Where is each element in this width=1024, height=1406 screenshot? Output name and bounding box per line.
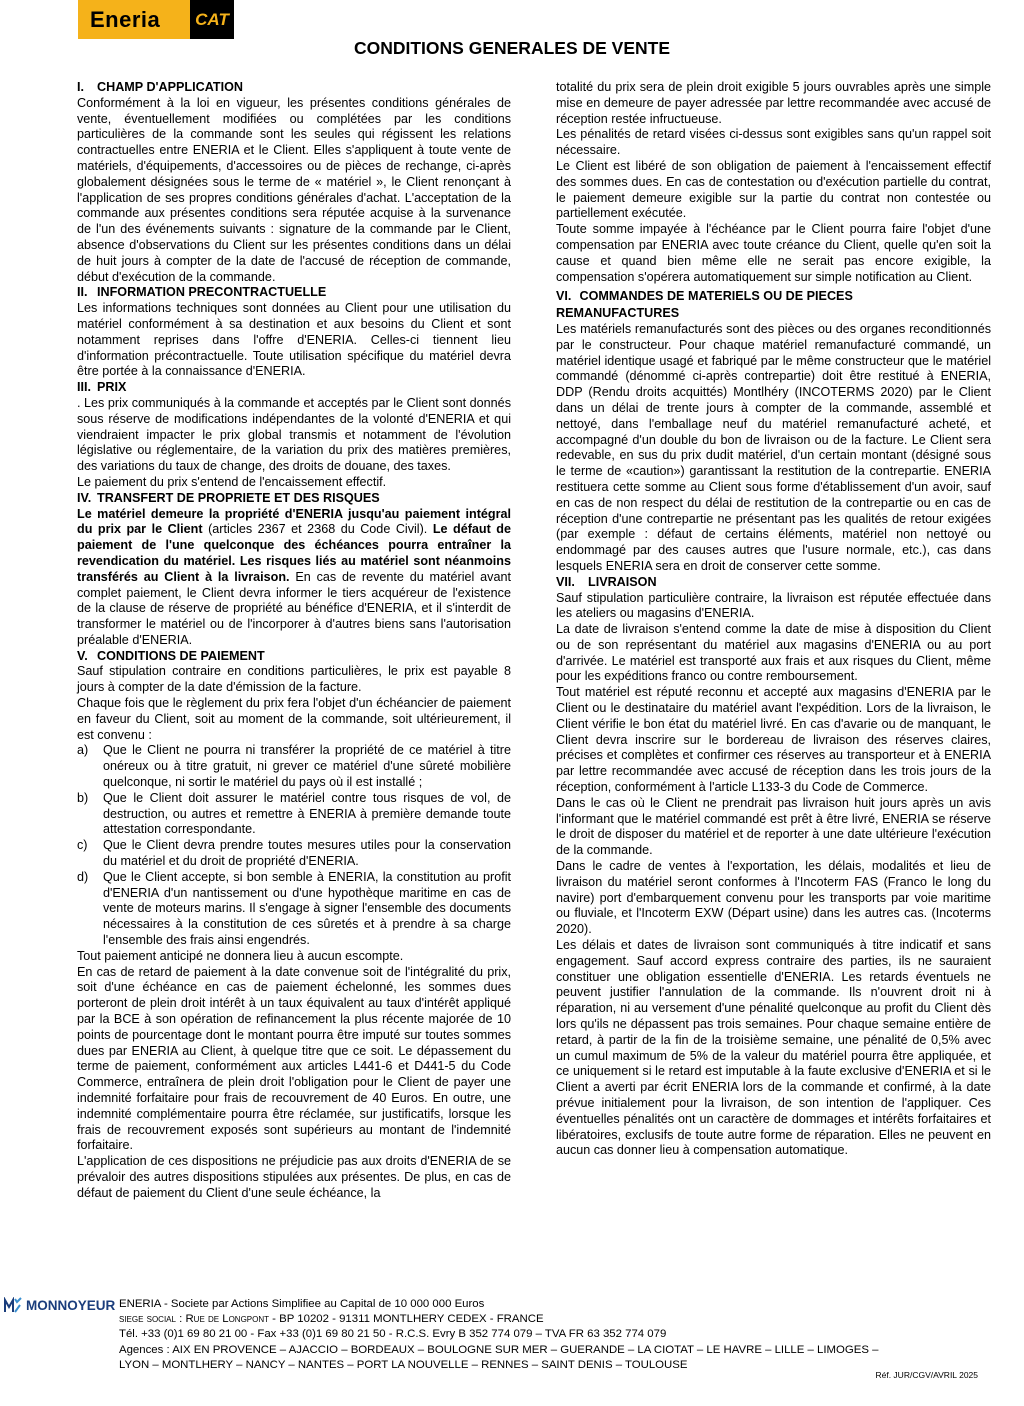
footer-agencies-line-1: Agences : AIX EN PROVENCE – AJACCIO – BORDEAUX – BOULOGNE SUR MER – GUERANDE – LA CIOTAT – LE HAVRE – LILLE – LIMOGES – [119,1343,879,1356]
section-heading-3: III. PRIX [77,380,127,395]
left-column [77,80,511,1202]
section-heading-5: V. CONDITIONS DE PAIEMENT [77,648,265,663]
section-3-paragraph: . Les prix communiqués à la commande et acceptés par le Client sont donnés sous réserve de modifications indépendantes de la volonté d'ENERIA et qui viendraient impacter le prix global transmis et notamment de l'évolution législative ou réglementaire, de la variation du prix des matières premières, des variations du taux de change, des droits de douane, des taxes. [77,395,511,474]
section-6-paragraph: Les matériels remanufacturés sont des pièces ou des organes reconditionnés par le constructeur. Pour chaque matériel remanufacturé commandé, un matériel identique usagé et fabriqué par le même constructeur que le matériel commandé (dénommé ci-après contrepartie) doit être restitué à ENERIA, DDP (Rendu droits acquittés) Montlhéry (INCOTERMS 2020) par le Client dans un délai de trente jours à compter de la commande, assemblé et nettoyé, dans l'emballage neuf du matériel remanufacturé acheté, et accompagné d'un double du bon de livraison ou de la facture. Le Client sera redevable, en sus du prix dudit matériel, d'un certain montant (désigné sous le terme de «caution») garantissant la restitution de la contrepartie. ENERIA restituera cette somme au Client sous forme d'établissement d'un avoir, sauf en cas de non respect du délai de restitution de la contrepartie ou en cas de réception d'une contrepartie ne présentant pas les qualités de retour exigées (par exemple : défaut de certains éléments, matériel non nettoyé ou endommagé par des causes autres que l'usure normale, etc.), cas dans lesquels ENERIA sera en droit de conserver cette somme. [556,321,991,573]
section-heading-4: IV. TRANSFERT DE PROPRIETE ET DES RISQUES [77,490,380,505]
section-heading-6-line-2: REMANUFACTURES [556,306,680,321]
footer-address-line: siege social : Rue de Longpont - BP 10202 - 91311 MONTLHERY CEDEX - FRANCE [119,1313,544,1326]
section-4-paragraph: Le matériel demeure la propriété d'ENERIA jusqu'au paiement intégral du prix par le Client (articles 2367 et 2368 du Code Civil). Le défaut de paiement de l'une quelconque des échéances pourra entraîner la revendication du matériel. Les risques liés au matériel sont néanmoins transférés au Client à la livraison. En cas de revente du matériel avant complet paiement, le Client devra informer le tiers acquéreur de l'existence de la clause de réserve de propriété au bénéfice d'ENERIA, et il s'interdit de transformer le matériel ou de l'incorporer à d'autres biens sans l'autorisation préalable d'ENERIA. [77,506,511,647]
cat-logo-text: CAT [190,0,234,39]
page-title: CONDITIONS GENERALES DE VENTE [353,38,670,58]
document-reference: Réf. JUR/CGV/AVRIL 2025 [875,1370,978,1380]
right-column [556,80,991,1159]
section-1-paragraph: Conformément à la loi en vigueur, les présentes conditions générales de vente, éventuellement modifiées ou complétées par les conditions particulières de la commande sont les seules qui régissent les relations contractuelles entre ENERIA et le Client. Elles s'appliquent à toute vente de matériels, d'équipements, d'accessoires ou de pièces de rechange, ci-après globalement désignées sous le terme de « matériel », le Client renonçant à l'application de ses propres conditions générales d'achat. L'acceptation de la commande aux présentes conditions sera réputée acquise à la survenance de l'un des événements suivants : signature de la commande par le Client, absence d'observations du Client sur les présentes conditions dans un délai de huit jours à compter de la date de l'accusé de réception de commande, début d'exécution de la commande. [77,95,511,284]
list-item: b) Que le Client doit assurer le matériel contre tous risques de vol, de destruction, ou autres et remettre à ENERIA à première demande toute attestation correspondante. [77,790,511,837]
company-footer-info [119,1297,878,1373]
list-item: c) Que le Client devra prendre toutes mesures utiles pour la conservation du matériel et du droit de propriété d'ENERIA. [77,838,511,869]
payment-conditions-list [77,743,511,948]
section-heading-6: VI. COMMANDES DE MATERIELS OU DE PIECES [556,289,853,304]
section-5-continued-3: Le Client est libéré de son obligation de paiement à l'encaissement effectif des sommes dues. En cas de contestation ou d'exécution partielle du contrat, le paiement demeure exigible sur la partie du contrat non contestée ou partiellement exécutée. [556,158,991,221]
section-7-paragraph-4: Dans le cas où le Client ne prendrait pas livraison huit jours après un avis l'informant que le matériel commandé est prêt à être livré, ENERIA se réserve le droit de disposer du matériel et de reporter à une date ultérieure l'exécution de la commande. [556,795,991,858]
section-2-paragraph: Les informations techniques sont données au Client pour une utilisation du matériel conformément à sa destination et aux besoins du Client et sont notamment reprises dans l'offre d'ENERIA. Celles-ci tiennent lieu d'information précontractuelle. Toute utilisation spécifique du matériel devra être portée à la connaissance d'ENERIA. [77,301,511,379]
section-5-paragraph-4: En cas de retard de paiement à la date convenue soit de l'intégralité du prix, soit d'une échéance en cas de paiement échelonné, les sommes dues porteront de plein droit intérêt à un taux équivalent au taux d'intérêt appliqué par la BCE à son opération de refinancement la plus récente majorée de 10 points de pourcentage dont le montant pourra être imputé sur toutes sommes dues par ENERIA au Client, à quelque titre que ce soit. Le dépassement du terme de paiement, conformément aux articles L441-6 et D441-5 du Code Commerce, entraînera de plein droit l'obligation pour le Client de payer une indemnité forfaitaire pour frais de recouvrement de 40 Euros. En outre, une indemnité complémentaire pourra être réclamée, sur justificatifs, lorsque les frais de recouvrement exposés sont supérieurs au montant de l'indemnité forfaitaire. [77,964,511,1153]
section-5-paragraph-3: Tout paiement anticipé ne donnera lieu à aucun escompte. [77,948,404,963]
section-5-paragraph-2: Chaque fois que le règlement du prix fera l'objet d'un échéancier de paiement en faveur du Client, soit au moment de la commande, soit ultérieurement, il est convenu : [77,696,511,742]
section-7-paragraph-1: Sauf stipulation particulière contraire, la livraison est réputée effectuée dans les ateliers ou magasins d'ENERIA. [556,590,991,621]
eneria-logo-text: Eneria [78,0,190,39]
footer-agencies-line-2: LYON – MONTLHERY – NANCY – NANTES – PORT LA NOUVELLE – RENNES – SAINT DENIS – TOULOUSE [119,1358,688,1371]
section-5-continued-1: totalité du prix sera de plein droit exigible 5 jours ouvrables après une simple mise en demeure de payer adressée par lettre recommandée avec accusé de réception restée infructueuse. [556,80,991,126]
list-item: d) Que le Client accepte, si bon semble à ENERIA, la constitution au profit d'ENERIA d'un nantissement ou d'une hypothèque maritime en cas de vente de moteurs marins. Il s'engage à signer l'ensemble des documents nécessaires à la constitution de ces sûretés et à prendre à sa charge l'ensemble des frais ainsi engendrés. [77,869,511,948]
section-heading-1: I. CHAMP D'APPLICATION [77,80,243,94]
monnoyeur-logo: MONNOYEUR [4,1297,115,1313]
section-7-paragraph-5: Dans le cadre de ventes à l'exportation, les délais, modalités et lieu de livraison du matériel seront conformes à l'Incoterm FAS (Franco le long du navire) port d'embarquement convenu pour les transports par voie maritime ou fluviale, et l'Incoterm EXW (Départ usine) dans les autres cas. (Incoterms 2020). [556,859,991,937]
footer-company-line: ENERIA - Societe par Actions Simplifiee au Capital de 10 000 000 Euros [119,1298,485,1310]
section-heading-7: VII. LIVRAISON [556,574,657,589]
eneria-cat-logo [78,0,234,39]
section-7-paragraph-3: Tout matériel est réputé reconnu et accepté aux magasins d'ENERIA par le Client ou le destinataire du matériel avant l'expédition. Lors de la livraison, le Client vérifie le bon état du matériel livré. En cas d'avarie ou de manquant, le Client devra inscrire sur le bordereau de livraison des réserves claires, précises et complètes et confirmer ces réserves au transporteur et à ENERIA par lettre recommandée avec accusé de réception dans les trois jours de la réception, conformément à l'article L133-3 du Code de Commerce. [556,685,991,795]
list-item: a) Que le Client ne pourra ni transférer la propriété de ce matériel à titre onéreux ou à titre gratuit, ni grever ce matériel d'une sûreté mobilière quelconque, ni sortir le matériel du pays où il est installé ; [77,743,511,790]
monnoyeur-icon [4,1297,22,1313]
footer-contact-line: Tél. +33 (0)1 69 80 21 00 - Fax +33 (0)1 69 80 21 50 - R.C.S. Evry B 352 774 079 – TVA FR 63 352 774 079 [119,1328,667,1341]
section-7-paragraph-6: Les délais et dates de livraison sont communiqués à titre indicatif et sans engagement. Sauf accord express contraire des parties, ils ne sauraient constituer une obligation essentielle d'ENERIA. Les retards éventuels ne peuvent justifier l'annulation de la commande. Ils n'ouvrent droit ni à réparation, ni au versement d'une pénalité quelconque au profit du Client dès lors qu'ils ne dépassent pas trois semaines. Pour chaque semaine entière de retard, à partir de la fin de la troisième semaine, une pénalité de 0,5% avec un cumul maximum de 5% de la valeur du matériel pourra être appliquée, et ce uniquement si le retard est imputable à la faute exclusive d'ENERIA et si le Client a averti par écrit ENERIA lors de la commande et confirmé, à la date prévue initialement pour la livraison, de son intention de l'appliquer. Ces éventuelles pénalités ont un caractère de dommages et intérêts forfaitaires et libératoires, exclusifs de toute autre forme de réparation. Elles ne peuvent en aucun cas donner lieu à compensation automatique. [556,938,991,1158]
section-heading-2: II. INFORMATION PRECONTRACTUELLE [77,285,327,300]
section-5-continued-2: Les pénalités de retard visées ci-dessus sont exigibles sans qu'un rappel soit nécessaire. [556,127,991,158]
section-5-paragraph-1: Sauf stipulation contraire en conditions particulières, le prix est payable 8 jours à compter de la date d'émission de la facture. [77,664,511,695]
section-5-paragraph-5: L'application de ces dispositions ne préjudicie pas aux droits d'ENERIA de se prévaloir des autres dispositions stipulées aux présentes. De plus, en cas de défaut de paiement du Client d'une seule échéance, la [77,1154,511,1200]
section-5-continued-4: Toute somme impayée à l'échéance par le Client pourra faire l'objet d'une compensation par ENERIA avec toute créance du Client, quelle qu'en soit la cause et quand bien même elle ne serait pas encore exigible, la compensation s'opérera automatiquement sur simple notification au Client. [556,222,991,284]
section-3-paragraph-2: Le paiement du prix s'entend de l'encaissement effectif. [77,474,387,489]
section-7-paragraph-2: La date de livraison s'entend comme la date de mise à disposition du Client ou de son représentant du matériel aux magasins d'ENERIA ou au port d'arrivée. Le matériel est transporté aux frais et aux risques du Client, même pour les expéditions franco ou contre remboursement. [556,622,991,684]
